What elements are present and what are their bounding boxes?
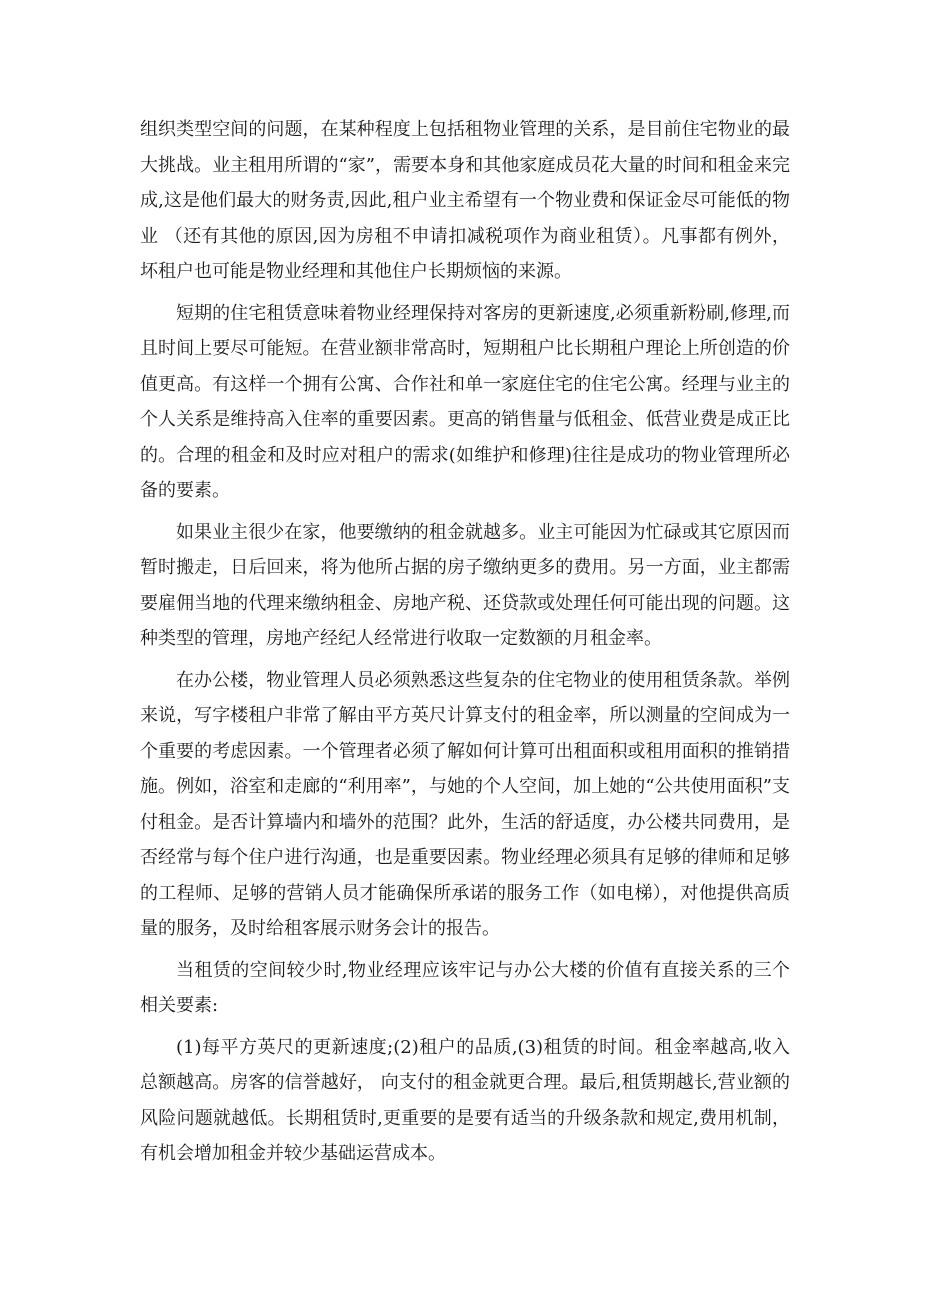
paragraph-2: 短期的住宅租赁意味着物业经理保持对客房的更新速度,必须重新粉刷,修理,而且时间上要尽可能短。在营业额非常高时，短期租户比长期租户理论上所创造的价值更高。有这样一个拥有公寓、合作社和单一家庭住宅的住宅公寓。经理与业主的个人关系是维持高入住率的重要因素。更高的销售量与低租金、低营业费是成正比的。合理的租金和及时应对租户的需求(如维护和修理)往往是成功的物业管理所必备的要素。: [140, 302, 790, 501]
paragraph-1: 组织类型空间的问题，在某种程度上包括租物业管理的关系，是目前住宅物业的最大挑战。业主租用所谓的“家”，需要本身和其他家庭成员花大量的时间和租金来完成,这是他们最大的财务责,因此,租户业主希望有一个物业费和保证金尽可能低的物业 （还有其他的原因,因为房租不申请扣减税项作为商业租赁）。凡事都有例外，坏租户也可能是物业经理和其他住户长期烦恼的来源。: [140, 119, 790, 282]
paragraph-3: 如果业主很少在家，他要缴纳的租金就越多。业主可能因为忙碌或其它原因而暂时搬走，日后回来，将为他所占据的房子缴纳更多的费用。另一方面，业主都需要雇佣当地的代理来缴纳租金、房地产税、还贷款或处理任何可能出现的问题。这种类型的管理，房地产经纪人经常进行收取一定数额的月租金率。: [140, 521, 790, 649]
paragraph-5: 当租赁的空间较少时,物业经理应该牢记与办公大楼的价值有直接关系的三个相关要素:: [140, 959, 790, 1016]
body-text: [140, 112, 790, 1178]
paragraph-4: 在办公楼，物业管理人员必须熟悉这些复杂的住宅物业的使用租赁条款。举例来说，写字楼租户非常了解由平方英尺计算支付的租金率，所以测量的空间成为一个重要的考虑因素。一个管理者必须了解如何计算可出租面积或租用面积的推销措施。例如，浴室和走廊的“利用率”，与她的个人空间，加上她的“公共使用面积”支付租金。是否计算墙内和墙外的范围？此外，生活的舒适度，办公楼共同费用，是否经常与每个住户进行沟通，也是重要因素。物业经理必须具有足够的律师和足够的工程师、足够的营销人员才能确保所承诺的服务工作（如电梯），对他提供高质量的服务，及时给租客展示财务会计的报告。: [140, 669, 790, 939]
paragraph-6: (1)每平方英尺的更新速度;(2)租户的品质,(3)租赁的时间。租金率越高,收入总额越高。房客的信誉越好， 向支付的租金就更合理。最后,租赁期越长,营业额的风险问题就越低。长期租赁时,更重要的是要有适当的升级条款和规定,费用机制，有机会增加租金并较少基础运营成本。: [140, 1036, 790, 1164]
